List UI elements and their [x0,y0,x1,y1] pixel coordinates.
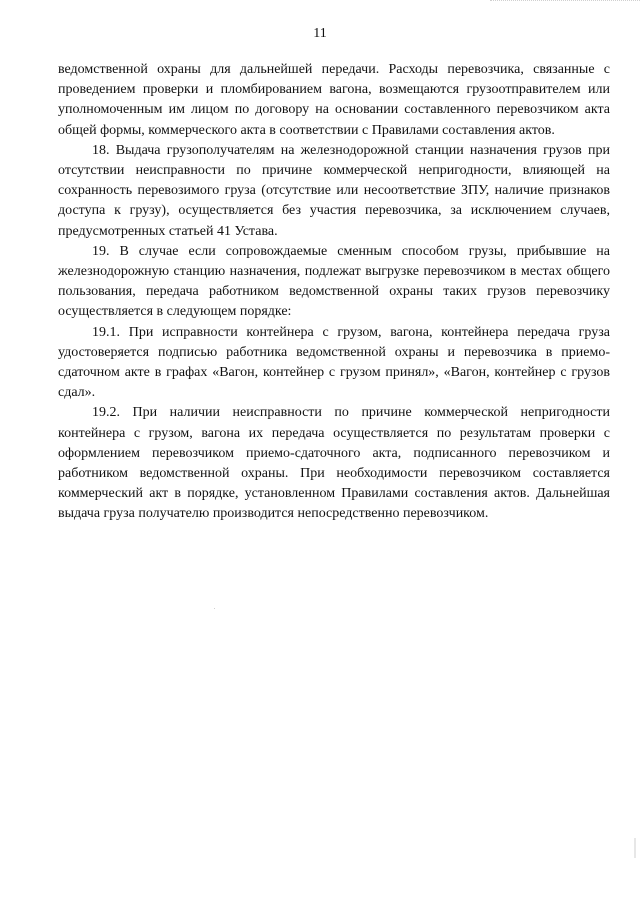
scan-edge-shadow [634,838,636,858]
page-number: 11 [313,26,327,41]
paragraph-19: 19. В случае если сопровождаемые сменным способом грузы, прибывшие на железнодорожную станцию назначения, подлежат выгрузке перевозчиком в местах общего пользования, передача работником ведомственной охраны таких грузов перевозчику осуществляется в следующем порядке: [58,243,610,320]
paragraph-19-1: 19.1. При исправности контейнера с грузом, вагона, контейнера передача груза удостоверяется подписью работника ведомственной охраны и перевозчика в приемо-сдаточном акте в графах «Вагон, контейнер с грузом принял», «Вагон, контейнер с грузов сдал». [58,324,610,401]
document-body [58,60,610,525]
scan-speck [214,608,215,609]
scan-edge-mark [490,0,640,4]
paragraph-continuation: ведомственной охраны для дальнейшей передачи. Расходы перевозчика, связанные с проведением проверки и пломбированием вагона, возмещаются грузоотправителем или уполномоченным им лицом по договору на основании составленного перевозчиком акта общей формы, коммерческого акта в соответствии с Правилами составления актов. [58,62,610,138]
paragraph-18: 18. Выдача грузополучателям на железнодорожной станции назначения грузов при отсутствии неисправности по причине коммерческой непригодности, влияющей на сохранность перевозимого груза (отсутствие или несоответствие ЗПУ, наличие признаков доступа к грузу), осуществляется без участия перевозчика, за исключением случаев, предусмотренных статьей 41 Устава. [58,142,610,239]
paragraph-19-2: 19.2. При наличии неисправности по причине коммерческой непригодности контейнера с грузом, вагона их передача осуществляется по результатам проверки с оформлением перевозчиком приемо-сдаточного акта, подписанного перевозчиком и работником ведомственной охраны. При необходимости перевозчиком составляется коммерческий акт в порядке, установленном Правилами составления актов. Дальнейшая выдача груза получателю производится непосредственно перевозчиком. [58,405,610,522]
